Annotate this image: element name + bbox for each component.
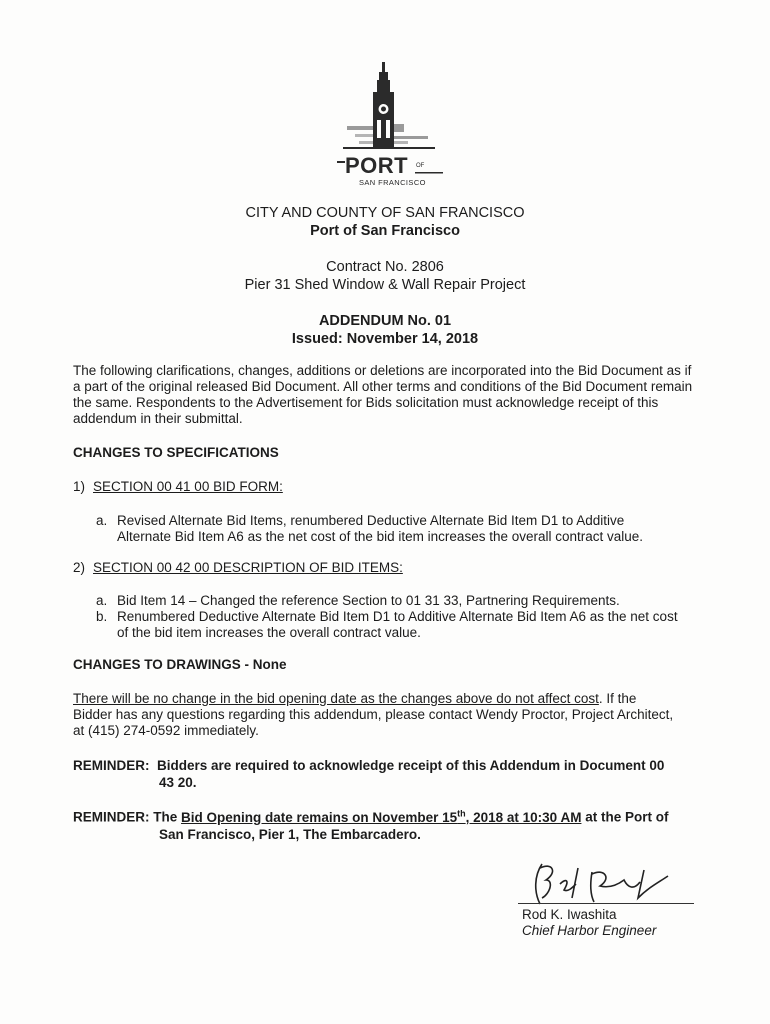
project-name: Pier 31 Shed Window & Wall Repair Project bbox=[244, 277, 526, 293]
reminder-2 bbox=[73, 805, 668, 843]
bid-date-note-line3: at (415) 274-0592 immediately. bbox=[73, 723, 259, 738]
section-2-number: 2) bbox=[73, 560, 86, 575]
item-text-line2: of the bid item increases the overall contract value. bbox=[117, 625, 421, 640]
reminder-1 bbox=[73, 757, 664, 791]
section-1-heading bbox=[73, 479, 283, 494]
reminder-2-label: REMINDER: bbox=[73, 809, 150, 825]
port-logo bbox=[333, 62, 445, 190]
changes-specifications-heading: CHANGES TO SPECIFICATIONS bbox=[73, 445, 279, 460]
bid-date-note-line2: Bidder has any questions regarding this addendum, please contact Wendy Proctor, Project Architect, bbox=[73, 707, 674, 722]
intro-paragraph: The following clarifications, changes, additions or deletions are incorporated into the Bid Document as if a part of the original released Bid Document. All other terms and conditions of the Bid Document remain the same. Respondents to the Advertisement for Bids solicitation must acknowledge receipt of this addendum in their submittal. bbox=[73, 363, 693, 426]
signature-line bbox=[518, 903, 694, 904]
reminder-2-date-text: Bid Opening date remains on November 15 bbox=[181, 809, 458, 825]
item-letter: b. bbox=[96, 609, 108, 624]
addendum-title: ADDENDUM No. 01 bbox=[318, 313, 452, 329]
item-text-line1: Renumbered Deductive Alternate Bid Item D1 to Additive Alternate Bid Item A6 as the net cost bbox=[117, 609, 678, 624]
reminder-2-line2: San Francisco, Pier 1, The Embarcadero. bbox=[159, 826, 421, 842]
section-1-number: 1) bbox=[73, 479, 86, 494]
item-letter: a. bbox=[96, 513, 108, 528]
bid-date-note-rest: . If the bbox=[598, 691, 637, 706]
item-text-line1: Bid Item 14 – Changed the reference Section to 01 31 33, Partnering Requirements. bbox=[117, 593, 620, 608]
section-1-title: SECTION 00 41 00 BID FORM: bbox=[93, 479, 283, 494]
signature-image bbox=[520, 858, 695, 908]
item-letter: a. bbox=[96, 593, 108, 608]
bid-date-note-underlined: There will be no change in the bid opening date as the changes above do not affect cost bbox=[73, 691, 599, 706]
section-2-title: SECTION 00 42 00 DESCRIPTION OF BID ITEMS: bbox=[93, 560, 403, 575]
logo-subtitle: SAN FRANCISCO bbox=[359, 178, 426, 187]
reminder-2-superscript: th bbox=[457, 808, 466, 818]
section-2-item-a bbox=[96, 593, 696, 609]
port-name: Port of San Francisco bbox=[310, 223, 460, 239]
issued-date: Issued: November 14, 2018 bbox=[291, 331, 479, 347]
section-2-heading bbox=[73, 560, 403, 575]
agency-name: CITY AND COUNTY OF SAN FRANCISCO bbox=[245, 205, 525, 221]
reminder-1-line1: Bidders are required to acknowledge receipt of this Addendum in Document 00 bbox=[157, 758, 665, 773]
signer-title: Chief Harbor Engineer bbox=[522, 923, 657, 938]
changes-drawings-heading: CHANGES TO DRAWINGS - None bbox=[73, 657, 287, 672]
reminder-1-line2: 43 20. bbox=[159, 775, 197, 790]
reminder-2-date bbox=[181, 810, 581, 825]
logo-of-text: OF bbox=[416, 163, 425, 169]
section-1-item-a bbox=[96, 513, 696, 545]
item-text-line1: Revised Alternate Bid Items, renumbered Deductive Alternate Bid Item D1 to Additive bbox=[117, 513, 625, 528]
bid-date-note bbox=[73, 691, 698, 739]
section-2-item-b bbox=[96, 609, 696, 641]
logo-wordmark: PORT bbox=[345, 153, 409, 178]
contract-number: Contract No. 2806 bbox=[326, 259, 444, 275]
item-text-line2: Alternate Bid Item A6 as the net cost of the bid item increases the overall contract value. bbox=[117, 529, 644, 544]
reminder-1-label: REMINDER: bbox=[73, 758, 150, 773]
reminder-2-post: at the Port of bbox=[585, 809, 669, 825]
signer-name: Rod K. Iwashita bbox=[522, 907, 617, 922]
reminder-2-pre: The bbox=[153, 809, 178, 825]
reminder-2-time: , 2018 at 10:30 AM bbox=[465, 809, 582, 825]
